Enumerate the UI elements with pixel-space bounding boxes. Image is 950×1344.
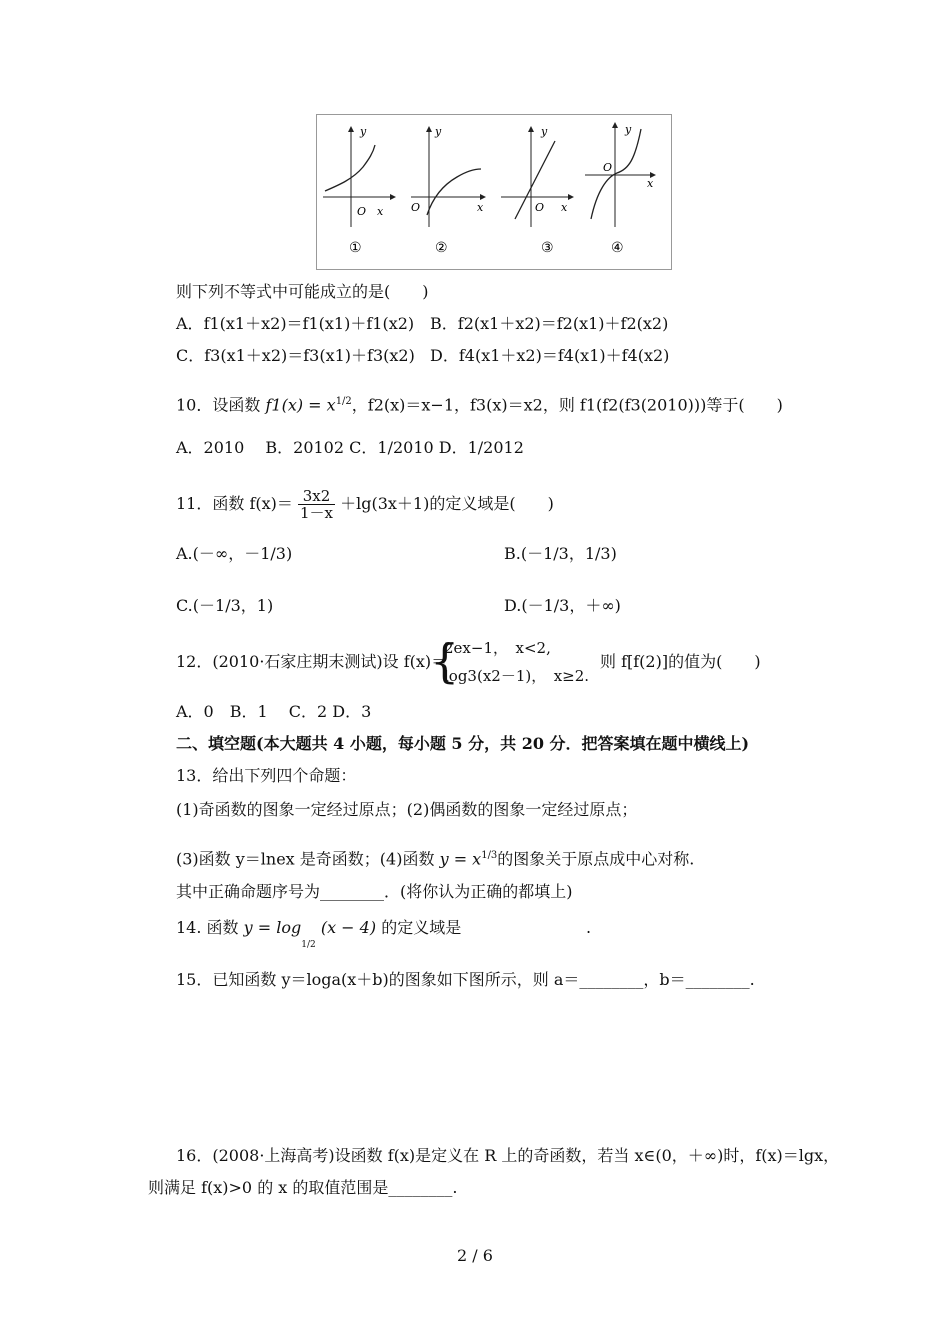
q11-option-b-text: (－1/3，1/3) — [520, 544, 617, 563]
q13-prop-4-func: y = x — [439, 849, 482, 869]
graph-2-x-label: x — [477, 201, 484, 214]
q10-stem — [176, 392, 783, 415]
q11-option-d-letter: D. — [504, 596, 522, 615]
q11-option-a[interactable] — [176, 544, 292, 564]
q14-stem — [176, 918, 462, 951]
q11-option-c[interactable] — [176, 596, 273, 616]
graph-1-x-label: x — [377, 205, 384, 218]
q9-option-b-text: f2(x1＋x2)＝f2(x1)＋f2(x2) — [457, 314, 669, 333]
q11-option-c-text: (－1/3，1) — [192, 596, 274, 615]
q12-case-1: 2ex−1， x<2, — [444, 639, 551, 657]
q14-end: . — [586, 918, 592, 937]
q14-arg: (x − 4) — [320, 918, 377, 937]
graph-3-origin: O — [535, 201, 545, 214]
graph-4 — [585, 123, 655, 256]
q10-option-b[interactable]: B．20102 — [265, 438, 345, 457]
q14-func: y = log — [243, 918, 302, 937]
graph-4-x-label: x — [647, 177, 654, 190]
q9-option-b-letter: B． — [430, 314, 458, 333]
section-2-heading: 二、填空题(本大题共 4 小题，每小题 5 分，共 20 分．把答案填在题中横线上) — [176, 734, 750, 753]
q13-prop-4-rest: 的图象关于原点成中心对称. — [497, 849, 695, 869]
q11-stem — [176, 488, 554, 521]
q11-option-c-letter: C. — [176, 596, 193, 615]
graph-3-label: ③ — [541, 240, 554, 256]
q9-option-b[interactable] — [430, 314, 668, 334]
graph-1 — [323, 125, 395, 256]
q11-option-a-text: (－∞，－1/3) — [192, 544, 293, 563]
graph-2-origin: O — [411, 201, 421, 214]
q11-option-d[interactable] — [504, 596, 621, 616]
q10-option-a[interactable]: A．2010 — [176, 438, 245, 457]
q11-numerator: 3x2 — [302, 487, 331, 505]
q10-rest: ，f2(x)＝x−1，f3(x)＝x2，则 f1(f2(f3(2010)))等于( ) — [351, 395, 783, 415]
graph-3 — [501, 125, 573, 256]
q10-option-c[interactable]: C．1/2010 — [349, 438, 434, 457]
q9-option-a[interactable] — [176, 314, 414, 334]
graph-4-label: ④ — [611, 240, 624, 256]
q9-option-c-letter: C． — [176, 346, 205, 365]
q11-lead: 11．函数 f(x)＝ — [176, 494, 293, 513]
q11-option-b-letter: B. — [504, 544, 521, 563]
function-graphs-figure — [316, 114, 672, 270]
q12-rest: 则 f[f(2)]的值为( ) — [600, 652, 761, 671]
graph-1-origin: O — [357, 205, 367, 218]
q13-answer-line: 其中正确命题序号为________．(将你认为正确的都填上) — [176, 882, 573, 901]
q10-f1: f1(x) = x — [265, 395, 336, 415]
q13-prop-3: (3)函数 y＝lnex 是奇函数；(4)函数 — [176, 849, 435, 869]
q12-lead: 12．(2010·石家庄期末测试)设 f(x)＝ — [176, 652, 448, 671]
graph-1-y-label: y — [360, 125, 367, 138]
q11-fraction — [298, 488, 335, 521]
q11-rest: ＋lg(3x＋1)的定义域是( ) — [340, 494, 554, 513]
graph-4-y-label: y — [625, 123, 632, 136]
q11-denominator: 1－x — [299, 504, 333, 522]
q9-stem: 则下列不等式中可能成立的是( ) — [176, 282, 429, 301]
q9-option-c[interactable] — [176, 346, 415, 366]
q12-brace: { — [430, 634, 460, 688]
q13-prop-4-exponent: 1/3 — [481, 850, 498, 861]
graph-3-y-label: y — [541, 125, 548, 138]
q10-options — [176, 438, 524, 458]
q9-option-a-letter: A． — [176, 314, 204, 333]
q9-option-a-text: f1(x1＋x2)＝f1(x1)＋f1(x2) — [203, 314, 415, 333]
q11-option-b[interactable] — [504, 544, 617, 564]
graph-2 — [411, 125, 485, 256]
q9-option-d-letter: D． — [430, 346, 459, 365]
q11-option-a-letter: A. — [176, 544, 193, 563]
q13-propositions-3-4 — [176, 846, 694, 869]
graph-2-y-label: y — [435, 125, 442, 138]
graph-2-label: ② — [435, 240, 448, 256]
q12-case-2: log3(x2－1)， x≥2. — [444, 667, 590, 685]
q11-option-d-text: (－1/3，＋∞) — [521, 596, 621, 615]
q10-f1-exponent: 1/2 — [335, 396, 352, 407]
q9-option-d[interactable] — [430, 346, 669, 366]
graph-1-label: ① — [349, 240, 362, 256]
q14-log-base: 1/2 — [301, 940, 316, 951]
q14-rest: 的定义域是 — [381, 918, 462, 937]
q12-options[interactable]: A．0 B．1 C．2 D．3 — [176, 702, 372, 721]
q10-option-d[interactable]: D．1/2012 — [438, 438, 524, 457]
q15-stem: 15．已知函数 y＝loga(x＋b)的图象如下图所示，则 a＝________，b＝________. — [176, 970, 755, 989]
q13-propositions-1-2: (1)奇函数的图象一定经过原点；(2)偶函数的图象一定经过原点； — [176, 800, 638, 819]
page-number: 2 / 6 — [457, 1246, 493, 1265]
graph-4-origin: O — [603, 161, 613, 174]
q14-lead: 14. 函数 — [176, 918, 239, 937]
graphs-svg — [317, 115, 671, 269]
q13-stem: 13．给出下列四个命题： — [176, 766, 357, 785]
q16-line-2: 则满足 f(x)>0 的 x 的取值范围是________. — [148, 1178, 458, 1197]
q9-option-c-text: f3(x1＋x2)＝f3(x1)＋f3(x2) — [204, 346, 415, 365]
q10-lead: 10．设函数 — [176, 395, 261, 415]
graph-3-x-label: x — [561, 201, 568, 214]
q9-option-d-text: f4(x1＋x2)＝f4(x1)＋f4(x2) — [458, 346, 670, 365]
q16-line-1: 16．(2008·上海高考)设函数 f(x)是定义在 R 上的奇函数，若当 x∈(0，＋∞)时，f(x)＝lgx， — [176, 1146, 840, 1165]
